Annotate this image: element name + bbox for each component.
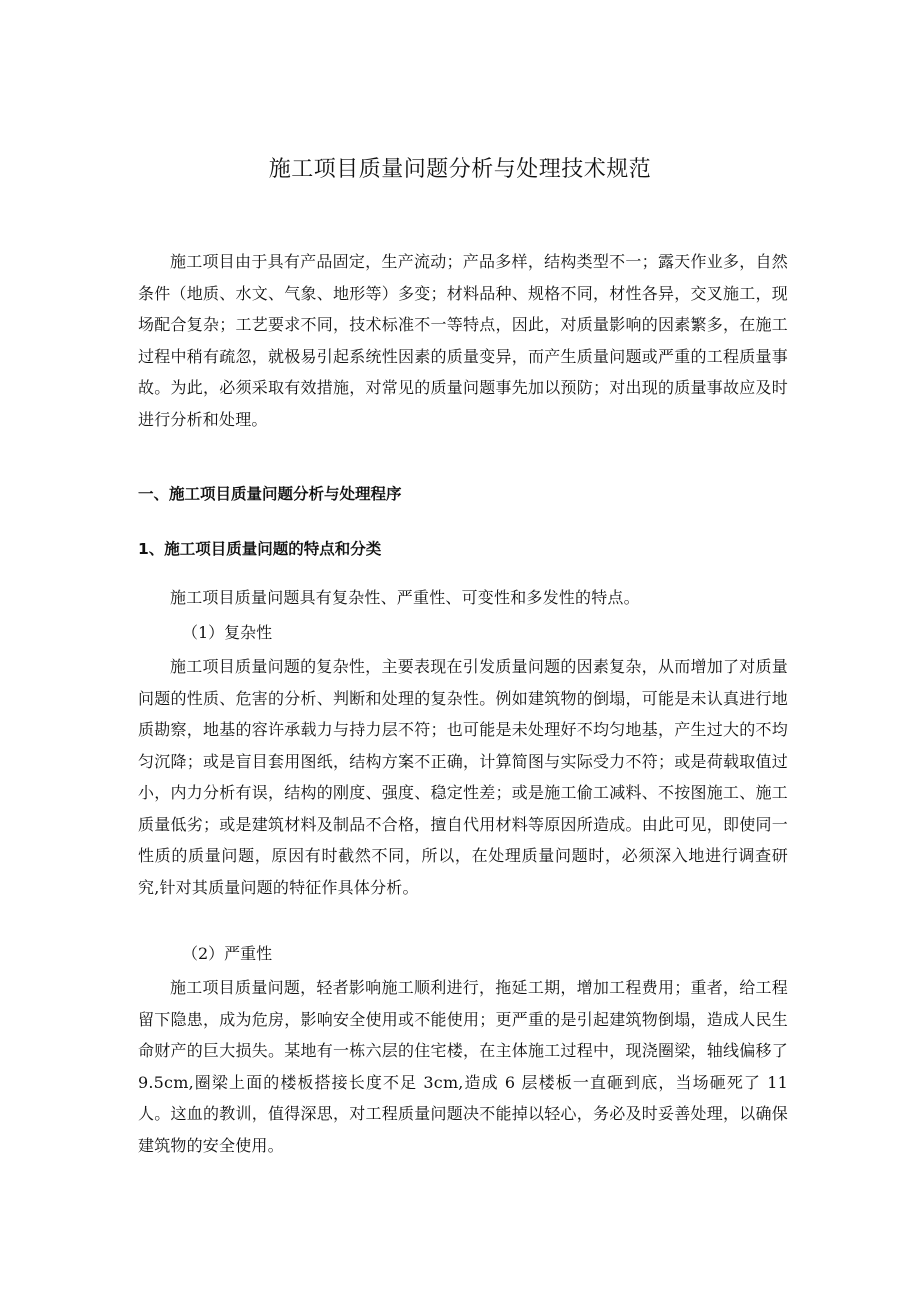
- item-label-severity: （2）严重性: [182, 944, 273, 963]
- item-label-complexity: （1）复杂性: [182, 623, 273, 642]
- section-heading: 一、施工项目质量问题分析与处理程序: [138, 485, 402, 503]
- intro-paragraph: 施工项目由于具有产品固定，生产流动；产品多样，结构类型不一；露天作业多，自然条件（地质、水文、气象、地形等）多变；材料品种、规格不同，材性各异，交叉施工，现场配合复杂；工艺要求不同，技术标准不一等特点，因此，对质量影响的因素繁多，在施工过程中稍有疏忽，就极易引起系统性因素的质量变异，而产生质量问题或严重的工程质量事故。为此，必须采取有效措施，对常见的质量问题事先加以预防；对出现的质量事故应及时进行分析和处理。: [138, 252, 788, 429]
- features-paragraph: 施工项目质量问题具有复杂性、严重性、可变性和多发性的特点。: [170, 588, 640, 607]
- page-title: 施工项目质量问题分析与处理技术规范: [268, 157, 652, 182]
- complexity-paragraph: 施工项目质量问题的复杂性，主要表现在引发质量问题的因素复杂，从而增加了对质量问题的性质、危害的分析、判断和处理的复杂性。例如建筑物的倒塌，可能是未认真进行地质勘察，地基的容许承载力与持力层不符；也可能是未处理好不均匀地基，产生过大的不均匀沉降；或是盲目套用图纸，结构方案不正确，计算简图与实际受力不符；或是荷载取值过小，内力分析有误，结构的刚度、强度、稳定性差；或是施工偷工减料、不按图施工、施工质量低劣；或是建筑材料及制品不合格，擅自代用材料等原因所造成。由此可见，即使同一性质的质量问题，原因有时截然不同，所以，在处理质量问题时，必须深入地进行调查研究,针对其质量问题的特征作具体分析。: [138, 657, 788, 897]
- subsection-heading: 1、施工项目质量问题的特点和分类: [138, 540, 382, 558]
- severity-paragraph: 施工项目质量问题，轻者影响施工顺利进行，拖延工期，增加工程费用；重者，给工程留下隐患，成为危房，影响安全使用或不能使用；更严重的是引起建筑物倒塌，造成人民生命财产的巨大损失。某地有一栋六层的住宅楼，在主体施工过程中，现浇圈梁，轴线偏移了 9.5cm,圈梁上面的楼板搭接长度不足 3cm,造成 6 层楼板一直砸到底，当场砸死了 11 人。这血的教训，值得深思，对工程质量问题决不能掉以轻心，务必及时妥善处理，以确保建筑物的安全使用。: [138, 978, 788, 1155]
